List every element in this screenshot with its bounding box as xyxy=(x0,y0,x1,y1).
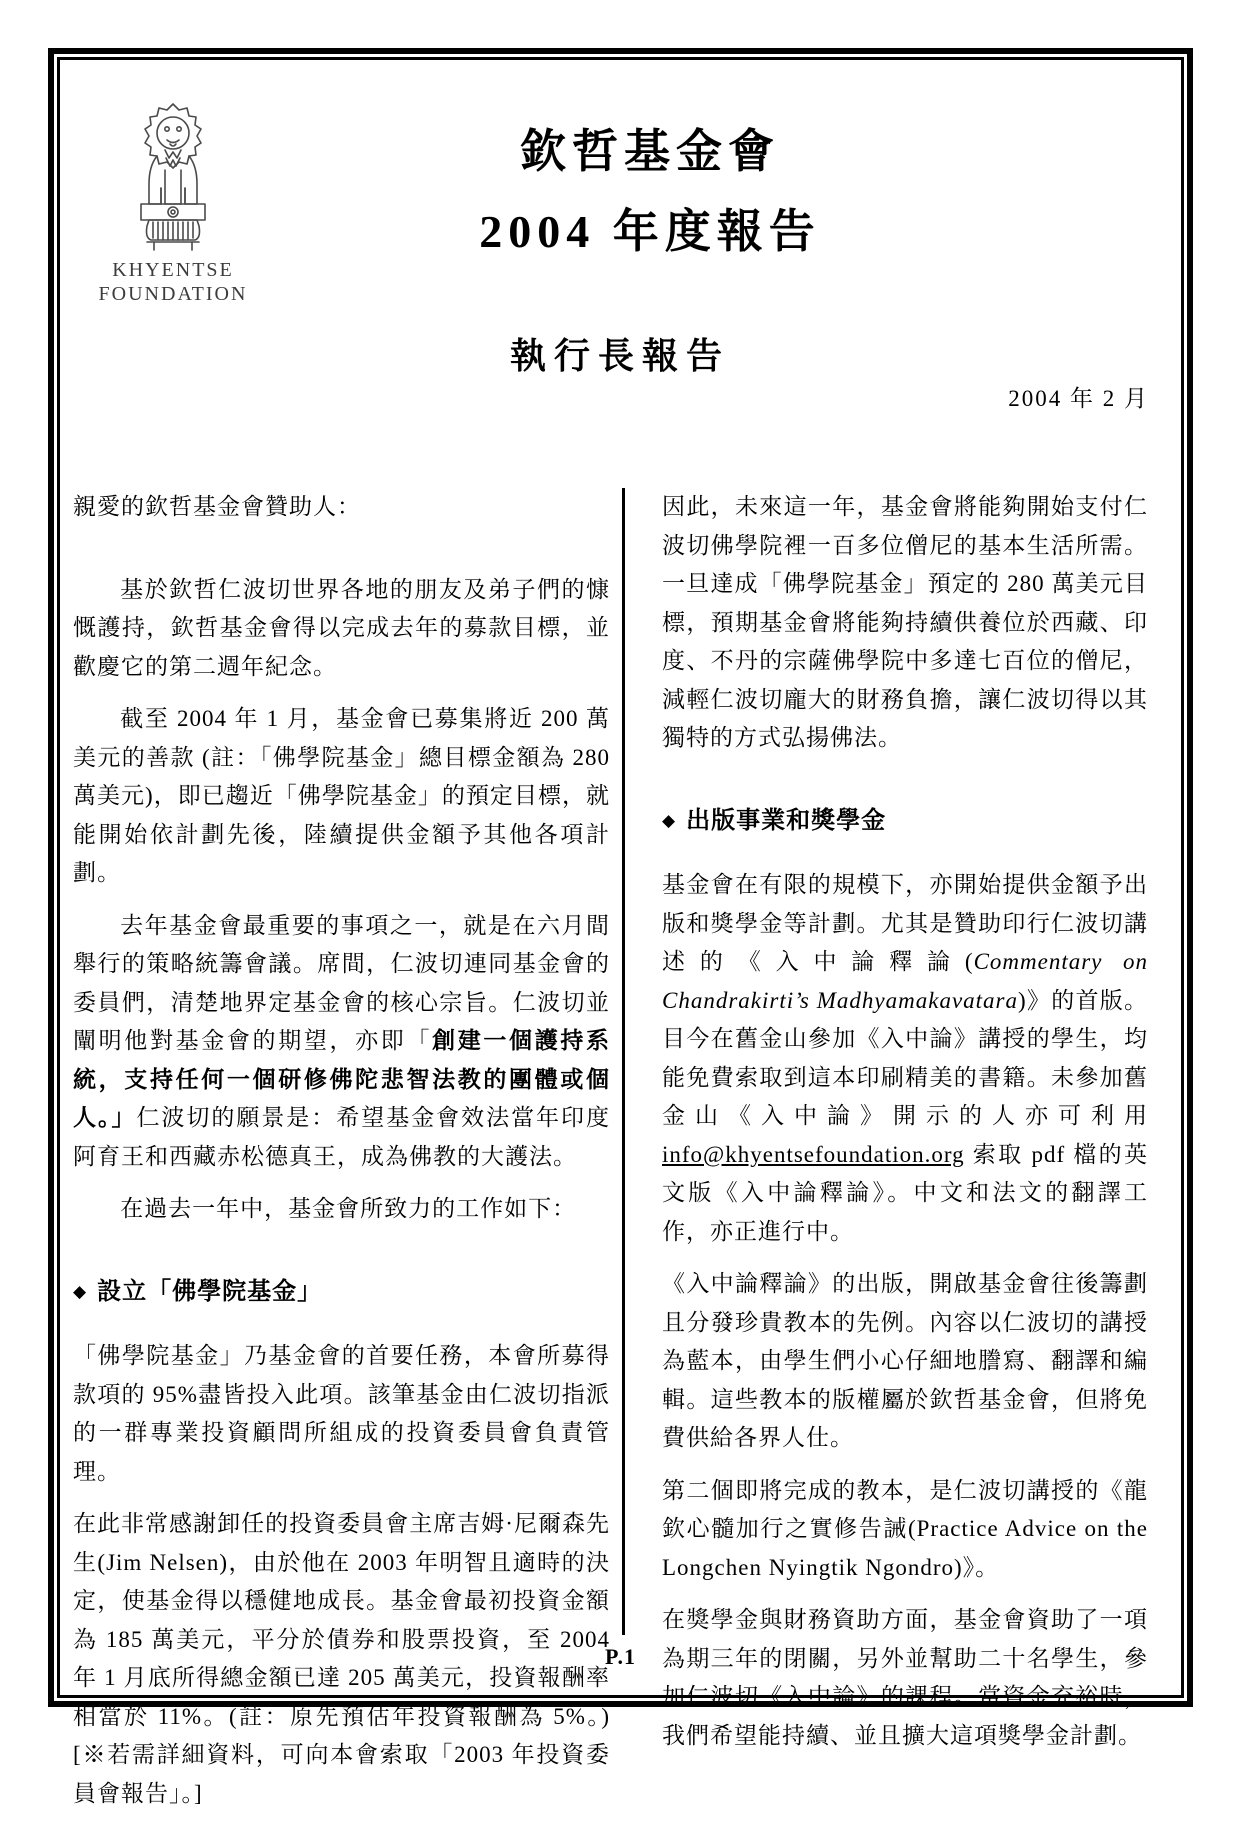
section-heading xyxy=(73,1273,610,1312)
text-run: 在過去一年中，基金會所致力的工作如下： xyxy=(120,1196,577,1221)
paragraph xyxy=(73,571,610,687)
lion-capital-logo-icon xyxy=(121,100,225,252)
text-run: 截至 2004 年 1 月，基金會已募集將近 200 萬美元的善款 (註：「佛學院基金」總目標金額為 280 萬美元)，即已趨近「佛學院基金」的預定目標，就能開始依計劃先後，陸續提供金額予其他各項計劃。 xyxy=(73,706,610,885)
paragraph xyxy=(662,1265,1148,1458)
column-right xyxy=(662,488,1148,1769)
text-run: 在此非常感謝卸任的投資委員會主席吉姆·尼爾森先生(Jim Nelsen)，由於他在 2003 年明智且適時的決定，使基金得以穩健地成長。基金會最初投資金額為 185 萬美元，平分於債券和股票投資，至 2004 年 1 月底所得總金額已達 205 萬美元，投資報酬率相當於 11%。(註：原先預估年投資報酬為 5%。) [※若需詳細資料，可向本會索取「2003 年投資委員會報告」。] xyxy=(73,1511,610,1806)
paragraph xyxy=(73,1337,610,1491)
report-title-line1: 欽哲基金會 xyxy=(520,126,780,177)
email-link[interactable]: info@khyentsefoundation.org xyxy=(662,1141,965,1167)
text-run: 「佛學院基金」乃基金會的首要任務，本會所募得款項的 95%盡皆投入此項。該筆基金由仁波切指派的一群專業投資顧問所組成的投資委員會負責管理。 xyxy=(73,1343,610,1484)
paragraph xyxy=(73,907,610,1177)
foundation-logo xyxy=(88,100,258,306)
logo-text-line1: KHYENTSE xyxy=(112,259,234,281)
text-run: 親愛的欽哲基金會贊助人： xyxy=(73,494,361,519)
paragraph xyxy=(662,1472,1148,1588)
text-run: Commentary on Chandrakirti’s Madhyamakavatara xyxy=(662,949,1148,1013)
report-title-line2: 2004 年度報告 xyxy=(479,206,821,257)
text-run: )》的首版。目今在舊金山參加《入中論》講授的學生，均能免費索取到這本印刷精美的書籍。未參加舊金山《入中論》開示的人亦可利用 xyxy=(662,987,1148,1128)
report-date: 2004 年 2 月 xyxy=(1008,386,1149,411)
text-run: 第二個即將完成的教本，是仁波切講授的《龍欽心髓加行之實修告誡(Practice Advice on the Longchen Nyingtik Ngondro)》。 xyxy=(662,1477,1148,1580)
text-run: 在獎學金與財務資助方面，基金會資助了一項為期三年的閉關，另外並幫助二十名學生，參加仁波切《入中論》的課程。當資金充裕時，我們希望能持續、並且擴大這項獎學金計劃。 xyxy=(662,1607,1148,1748)
paragraph xyxy=(73,1190,610,1229)
paragraph xyxy=(73,488,610,527)
text-run: 索取 pdf 檔的英文版《入中論釋論》。中文和法文的翻譯工作，亦正進行中。 xyxy=(662,1141,1148,1244)
text-run: 去年基金會最重要的事項之一，就是在六月間舉行的策略統籌會議。席間，仁波切連同基金會的委員們，清楚地界定基金會的核心宗旨。仁波切並闡明他對基金會的期望，亦即「 xyxy=(73,912,610,1053)
report-body xyxy=(73,488,1148,1827)
text-run: 基金會在有限的規模下，亦開始提供金額予出版和獎學金等計劃。尤其是贊助印行仁波切講述的《入中論釋論( xyxy=(662,872,1148,974)
text-run: 因此，未來這一年，基金會將能夠開始支付仁波切佛學院裡一百多位僧尼的基本生活所需。一旦達成「佛學院基金」預定的 280 萬美元目標，預期基金會將能夠持續供養位於西藏、印度、不丹的宗薩佛學院中多達七百位的僧尼，減輕仁波切龐大的財務負擔，讓仁波切得以其獨特的方式弘揚佛法。 xyxy=(662,494,1148,750)
text-run: 設立「佛學院基金」 xyxy=(97,1278,323,1305)
text-run: 創建一個護持系統，支持任何一個研修佛陀悲智法教的團體或個人。」 xyxy=(73,1028,611,1130)
text-run: 仁波切的願景是：希望基金會效法當年印度阿育王和西藏赤松德真王，成為佛教的大護法。 xyxy=(73,1105,611,1169)
column-left xyxy=(73,488,610,1827)
paragraph xyxy=(662,866,1148,1251)
column-divider-rule xyxy=(622,488,625,1635)
report-title xyxy=(420,112,880,272)
text-run: 出版事業和獎學金 xyxy=(686,807,887,834)
diamond-bullet-icon: ◆ xyxy=(73,1281,88,1301)
paragraph xyxy=(73,700,610,893)
logo-text-line2: FOUNDATION xyxy=(98,283,248,305)
text-run: 《入中論釋論》的出版，開啟基金會往後籌劃且分發珍貴教本的先例。內容以仁波切的講授為藍本，由學生們小心仔細地謄寫、翻譯和編輯。這些教本的版權屬於欽哲基金會，但將免費供給各界人仕。 xyxy=(662,1271,1148,1450)
report-subtitle: 執行長報告 xyxy=(509,336,730,376)
page-number: P.1 xyxy=(605,1644,636,1669)
section-heading xyxy=(662,802,1148,841)
paragraph xyxy=(662,488,1148,758)
diamond-bullet-icon: ◆ xyxy=(662,810,677,830)
text-run: 基於欽哲仁波切世界各地的朋友及弟子們的慷慨護持，欽哲基金會得以完成去年的募款目標，並歡慶它的第二週年紀念。 xyxy=(73,576,610,679)
paragraph xyxy=(662,1601,1148,1755)
